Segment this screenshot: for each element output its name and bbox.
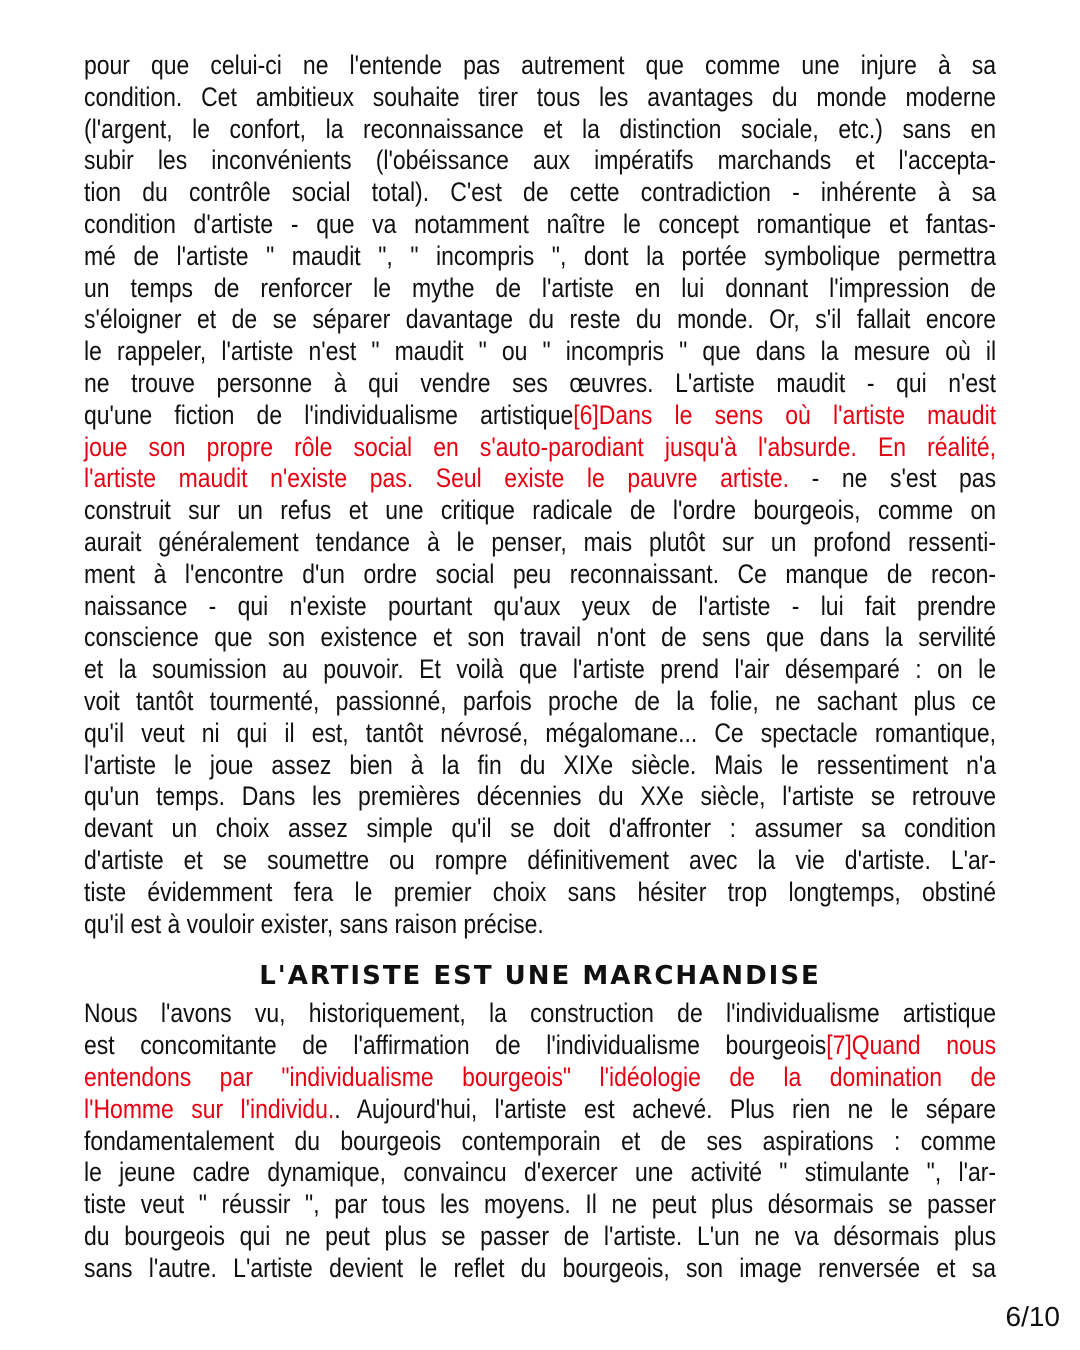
text-line <box>84 209 996 241</box>
text-line <box>84 145 996 177</box>
text-line <box>84 495 996 527</box>
body-text: qu'il veut ni qui il est, tantôt névrosé, mégalomane... Ce spectacle romantique, <box>84 717 997 748</box>
text-line <box>84 304 996 336</box>
body-text: tion du contrôle social total). C'est de cette contradiction - inhérente à sa <box>84 177 997 208</box>
body-text: conscience que son existence et son travail n'ont de sens que dans la servilité <box>84 622 997 653</box>
text-line <box>84 559 996 591</box>
annotation-text: [6]Dans le sens où l'artiste maudit <box>573 399 997 430</box>
body-text: naissance - qui n'existe pourtant qu'aux yeux de l'artiste - lui fait prendre <box>84 590 997 621</box>
text-line <box>84 273 996 305</box>
text-line <box>84 718 996 750</box>
body-text: devant un choix assez simple qu'il se doit d'affronter : assumer sa condition <box>84 813 997 844</box>
paragraph-1 <box>84 50 996 940</box>
body-text: un temps de renforcer le mythe de l'artiste en lui donnant l'impression de <box>84 272 997 303</box>
annotation-text: joue son propre rôle social en s'auto-parodiant jusqu'à l'absurde. En réalité, <box>84 431 997 462</box>
body-text: mé de l'artiste " maudit ", " incompris ", dont la portée symbolique permettra <box>84 240 997 271</box>
text-line <box>84 1157 996 1189</box>
body-text: le rappeler, l'artiste n'est " maudit " ou " incompris " que dans la mesure où il <box>84 336 997 367</box>
body-text: construit sur un refus et une critique radicale de l'ordre bourgeois, comme on <box>84 495 997 526</box>
body-text: (l'argent, le confort, la reconnaissance et la distinction sociale, etc.) sans en <box>84 113 997 144</box>
body-text: Nous l'avons vu, historiquement, la construction de l'individualisme artistique <box>84 998 997 1029</box>
text-line <box>84 686 996 718</box>
text-line <box>84 877 996 909</box>
text-line <box>84 1094 996 1126</box>
body-text: qu'un temps. Dans les premières décennies du XXe siècle, l'artiste se retrouve <box>84 781 997 812</box>
body-text: - ne s'est pas <box>788 463 997 494</box>
body-text: est concomitante de l'affirmation de l'individualisme bourgeois <box>84 1030 827 1061</box>
body-text: ne trouve personne à qui vendre ses œuvres. L'artiste maudit - qui n'est <box>84 367 997 398</box>
body-text: aurait généralement tendance à le penser, mais plutôt sur un profond ressenti- <box>84 526 997 557</box>
body-text: et la soumission au pouvoir. Et voilà que l'artiste prend l'air désemparé : on le <box>84 654 997 685</box>
body-text: du bourgeois qui ne peut plus se passer de l'artiste. L'un ne va désormais plus <box>84 1220 997 1251</box>
annotation-text: l'Homme sur l'individu. <box>84 1093 335 1124</box>
body-text: pour que celui-ci ne l'entende pas autrement que comme une injure à sa <box>84 50 997 80</box>
body-text: voit tantôt tourmenté, passionné, parfois proche de la folie, ne sachant plus ce <box>84 685 997 716</box>
text-line <box>84 909 996 941</box>
text-line <box>84 463 996 495</box>
text-line <box>84 750 996 782</box>
body-text: le jeune cadre dynamique, convaincu d'exercer une activité " stimulante ", l'ar- <box>84 1157 997 1188</box>
body-text: l'artiste le joue assez bien à la fin du XIXe siècle. Mais le ressentiment n'a <box>84 749 997 780</box>
body-text: fondamentalement du bourgeois contemporain et de ses aspirations : comme <box>84 1125 997 1156</box>
body-text: condition. Cet ambitieux souhaite tirer tous les avantages du monde moderne <box>84 81 997 112</box>
body-text: subir les inconvénients (l'obéissance aux impératifs marchands et l'accepta- <box>84 145 997 176</box>
text-line <box>84 432 996 464</box>
text-line <box>84 368 996 400</box>
section-heading: L'ARTISTE EST UNE MARCHANDISE <box>259 961 821 992</box>
text-line <box>84 1221 996 1253</box>
body-text: d'artiste et se soumettre ou rompre définitivement avec la vie d'artiste. L'ar- <box>84 844 997 875</box>
annotation-text: [7]Quand nous <box>826 1030 997 1061</box>
text-line <box>84 177 996 209</box>
text-line <box>84 114 996 146</box>
text-line <box>84 1030 996 1062</box>
text-line <box>84 845 996 877</box>
text-line <box>84 336 996 368</box>
body-text: qu'une fiction de l'individualisme artistique <box>84 399 574 430</box>
body-text: s'éloigner et de se séparer davantage du reste du monde. Or, s'il fallait encore <box>84 304 997 335</box>
text-line <box>84 50 996 82</box>
body-text: qu'il est à vouloir exister, sans raison précise. <box>84 908 544 939</box>
text-line <box>84 591 996 623</box>
text-line <box>84 241 996 273</box>
body-text: sans l'autre. L'artiste devient le reflet du bourgeois, son image renversée et sa <box>84 1252 997 1283</box>
text-line <box>84 1253 996 1285</box>
text-line <box>84 527 996 559</box>
body-text: condition d'artiste - que va notamment naître le concept romantique et fantas- <box>84 208 997 239</box>
body-text: ment à l'encontre d'un ordre social peu reconnaissant. Ce manque de recon- <box>84 558 997 589</box>
text-line <box>84 1189 996 1221</box>
annotation-text: entendons par "individualisme bourgeois" l'idéologie de la domination de <box>84 1061 997 1092</box>
text-line <box>84 1126 996 1158</box>
body-text: . Aujourd'hui, l'artiste est achevé. Plus rien ne le sépare <box>334 1093 997 1124</box>
text-line <box>84 622 996 654</box>
text-line <box>84 400 996 432</box>
body-text: tiste évidemment fera le premier choix sans hésiter trop longtemps, obstiné <box>84 876 997 907</box>
text-line <box>84 813 996 845</box>
annotation-text: l'artiste maudit n'existe pas. Seul existe le pauvre artiste. <box>84 463 789 494</box>
text-line <box>84 998 996 1030</box>
page-number: 6/10 <box>1005 1301 1060 1332</box>
text-column <box>84 50 996 1284</box>
paragraph-2 <box>84 998 996 1284</box>
text-line <box>84 654 996 686</box>
text-line <box>84 1062 996 1094</box>
text-line <box>84 82 996 114</box>
text-line <box>84 781 996 813</box>
body-text: tiste veut " réussir ", par tous les moyens. Il ne peut plus désormais se passer <box>84 1189 997 1220</box>
